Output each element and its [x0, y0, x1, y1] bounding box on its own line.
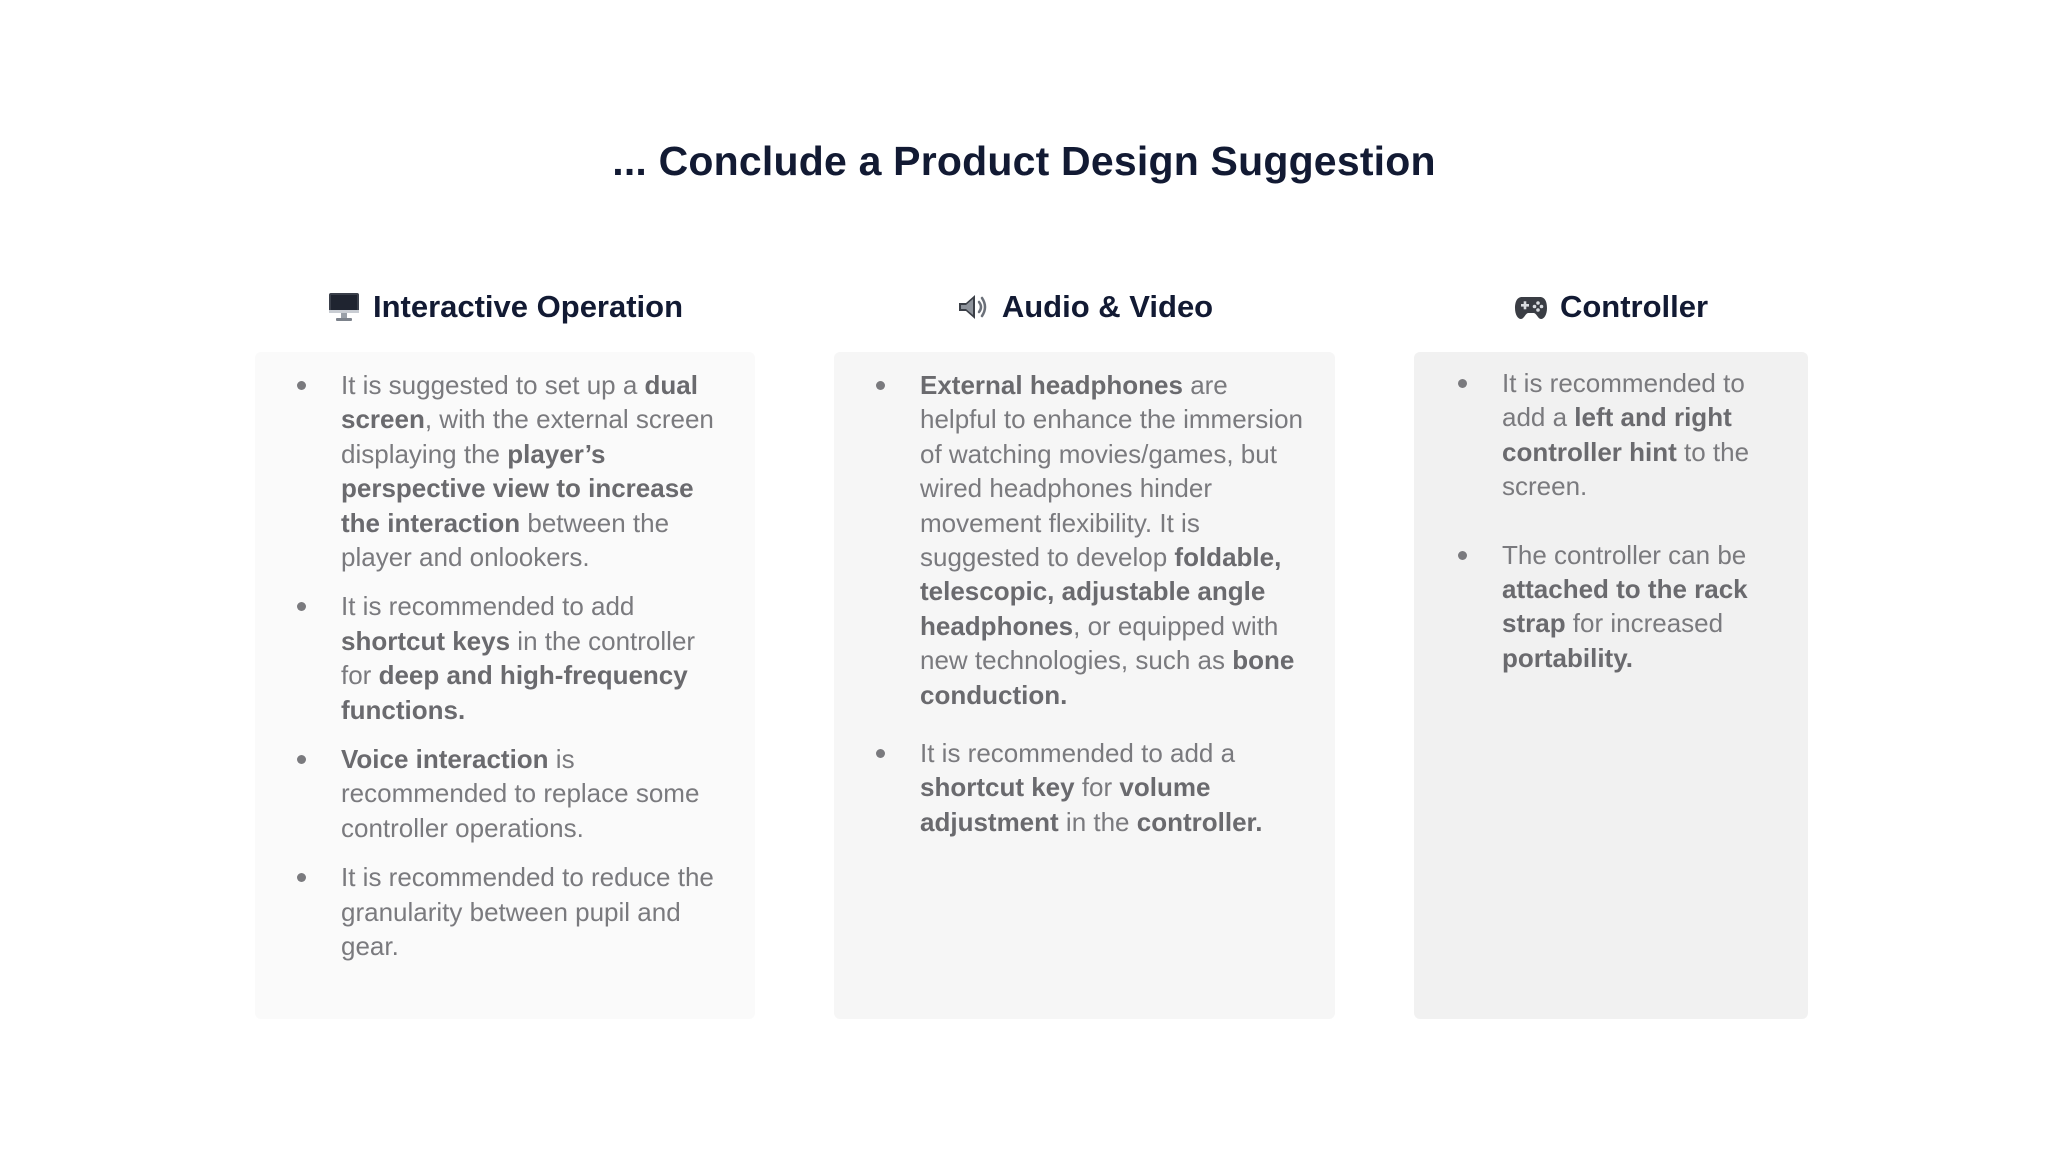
game-controller-icon — [1514, 290, 1548, 324]
bullet-item — [876, 368, 1303, 712]
bullet-text: , with the external screen displaying the — [341, 404, 714, 469]
content-card — [834, 352, 1335, 1019]
bullet-item — [1458, 538, 1768, 676]
column-audio-video — [834, 282, 1335, 837]
column-heading-text: Audio & Video — [1001, 289, 1214, 324]
content-card — [255, 352, 755, 1019]
column-heading-text: Interactive Operation — [372, 289, 684, 324]
bullet-text: It is recommended to add — [341, 591, 635, 622]
bullet-list — [297, 368, 723, 964]
bullet-text: It is suggested to set up a — [341, 370, 645, 400]
bullet-item — [297, 860, 723, 963]
column-interactive-operation — [255, 282, 755, 962]
bullet-item — [1458, 366, 1768, 504]
bullet-text-bold: volume adjustment — [920, 772, 1211, 837]
bullet-text: are helpful to enhance the immersion of watching movies/games, but wired headphones hinder movement flexibility. It is suggested to develop — [920, 370, 1304, 573]
desktop-computer-icon — [327, 290, 361, 324]
bullet-text: to the screen. — [1502, 436, 1750, 502]
bullet-item — [876, 736, 1303, 839]
bullet-text-bold: External headphones — [920, 370, 1183, 400]
bullet-text: for — [1074, 772, 1120, 803]
column-heading — [1414, 282, 1808, 332]
bullet-text: It is recommended to add a — [920, 738, 1236, 769]
bullet-text: is recommended to replace some controller operations. — [341, 744, 700, 843]
bullet-text: for increased — [1565, 608, 1724, 639]
bullet-text: in the controller for — [341, 625, 696, 691]
bullet-text-bold: shortcut keys — [341, 625, 511, 656]
bullet-text-bold: left and right controller hint — [1502, 402, 1732, 467]
bullet-text: It is recommended to add a — [1502, 368, 1745, 433]
speaker-icon — [956, 290, 990, 324]
column-heading — [255, 282, 755, 332]
slide-title: ... Conclude a Product Design Suggestion — [612, 138, 1436, 184]
bullet-item — [297, 368, 723, 574]
bullet-text-bold: portability. — [1502, 642, 1633, 673]
bullet-list — [1458, 366, 1768, 675]
bullet-text: between the player and onlookers. — [341, 507, 670, 573]
bullet-text-bold: attached to the rack strap — [1502, 574, 1748, 639]
bullet-text: The controller can be — [1502, 539, 1747, 570]
bullet-text-bold: shortcut key — [920, 772, 1075, 803]
bullet-text-bold: dual screen — [341, 370, 698, 435]
bullet-text-bold: player’s perspective view to increase the interaction — [341, 438, 694, 538]
column-controller — [1414, 282, 1808, 673]
content-card — [1414, 352, 1808, 1019]
bullet-text-bold: deep and high-frequency functions. — [341, 660, 688, 725]
bullet-text-bold: bone conduction. — [920, 645, 1295, 710]
bullet-text-bold: controller. — [1136, 806, 1263, 837]
bullet-text-bold: foldable, telescopic, adjustable angle headphones — [920, 542, 1282, 641]
bullet-text: It is recommended to reduce the granularity between pupil and gear. — [341, 862, 714, 962]
column-heading-text: Controller — [1559, 289, 1709, 324]
bullet-list — [876, 368, 1303, 839]
bullet-text: , or equipped with new technologies, such as — [920, 610, 1279, 676]
bullet-item — [297, 589, 723, 727]
column-heading — [834, 282, 1335, 332]
bullet-text: in the — [1058, 806, 1137, 837]
bullet-text-bold: Voice interaction — [341, 744, 549, 775]
bullet-item — [297, 742, 723, 845]
